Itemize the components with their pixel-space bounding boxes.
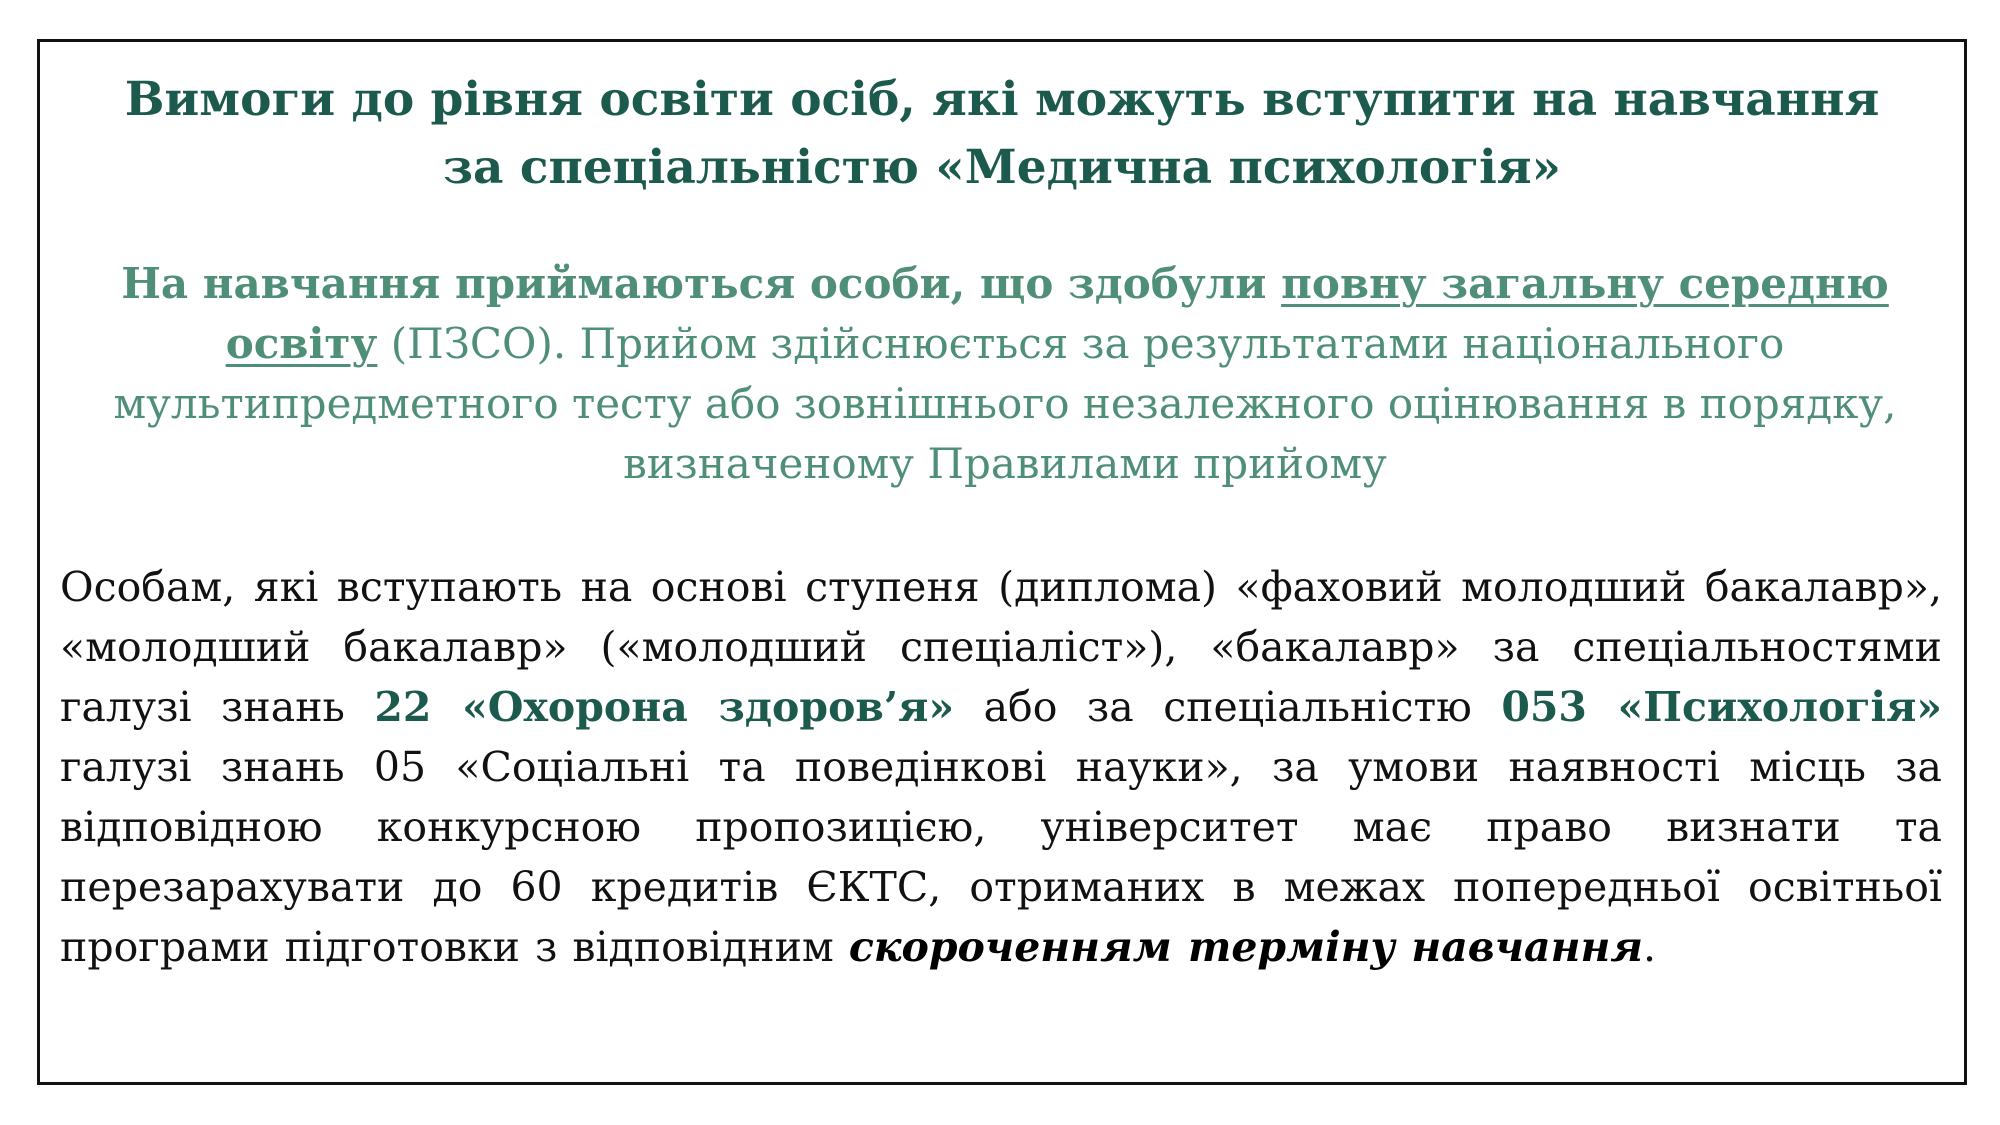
body-ending: . bbox=[1643, 923, 1657, 971]
title-line-2: за спеціальністю «Медична психологія» bbox=[443, 140, 1561, 195]
body-field-health: 22 «Охорона здоров’я» bbox=[374, 683, 955, 731]
content-frame bbox=[37, 39, 1967, 1085]
body-part-1: Особам, які вступають на основі ступеня (диплома) «фаховий молодший бакалавр», «молодший бакалавр» («молодший спеціаліст»), «бакалавр» за спеціальностями галузі знань bbox=[60, 563, 1942, 731]
intro-education-level: повну загальну середню освіту bbox=[225, 259, 1889, 368]
credit-transfer-paragraph bbox=[60, 557, 1942, 977]
body-part-3: галузі знань 05 «Соціальні та поведінкові науки», за умови наявності місць за відповідною конкурсною пропозицією, університет має право визнати та перезарахувати до 60 кредитів ЄКТС, отриманих в межах попередньої освітньої програми підготовки з відповідним bbox=[60, 743, 1942, 971]
intro-lead: На навчання приймаються особи, що здобули bbox=[121, 259, 1282, 308]
body-specialty-psychology: 053 «Психологія» bbox=[1501, 683, 1943, 731]
title-line-1: Вимоги до рівня освіти осіб, які можуть вступити на навчання bbox=[124, 72, 1880, 127]
admission-intro bbox=[100, 254, 1910, 494]
page-title bbox=[40, 66, 1964, 202]
intro-rest: (ПЗСО). Прийом здійснюється за результатами національного мультипредметного тесту або зовнішнього незалежного оцінювання в порядку, визначеному Правилами прийому bbox=[113, 319, 1897, 488]
body-part-2: або за спеціальністю bbox=[954, 683, 1502, 731]
body-reduced-term: скороченням терміну навчання bbox=[848, 923, 1643, 971]
